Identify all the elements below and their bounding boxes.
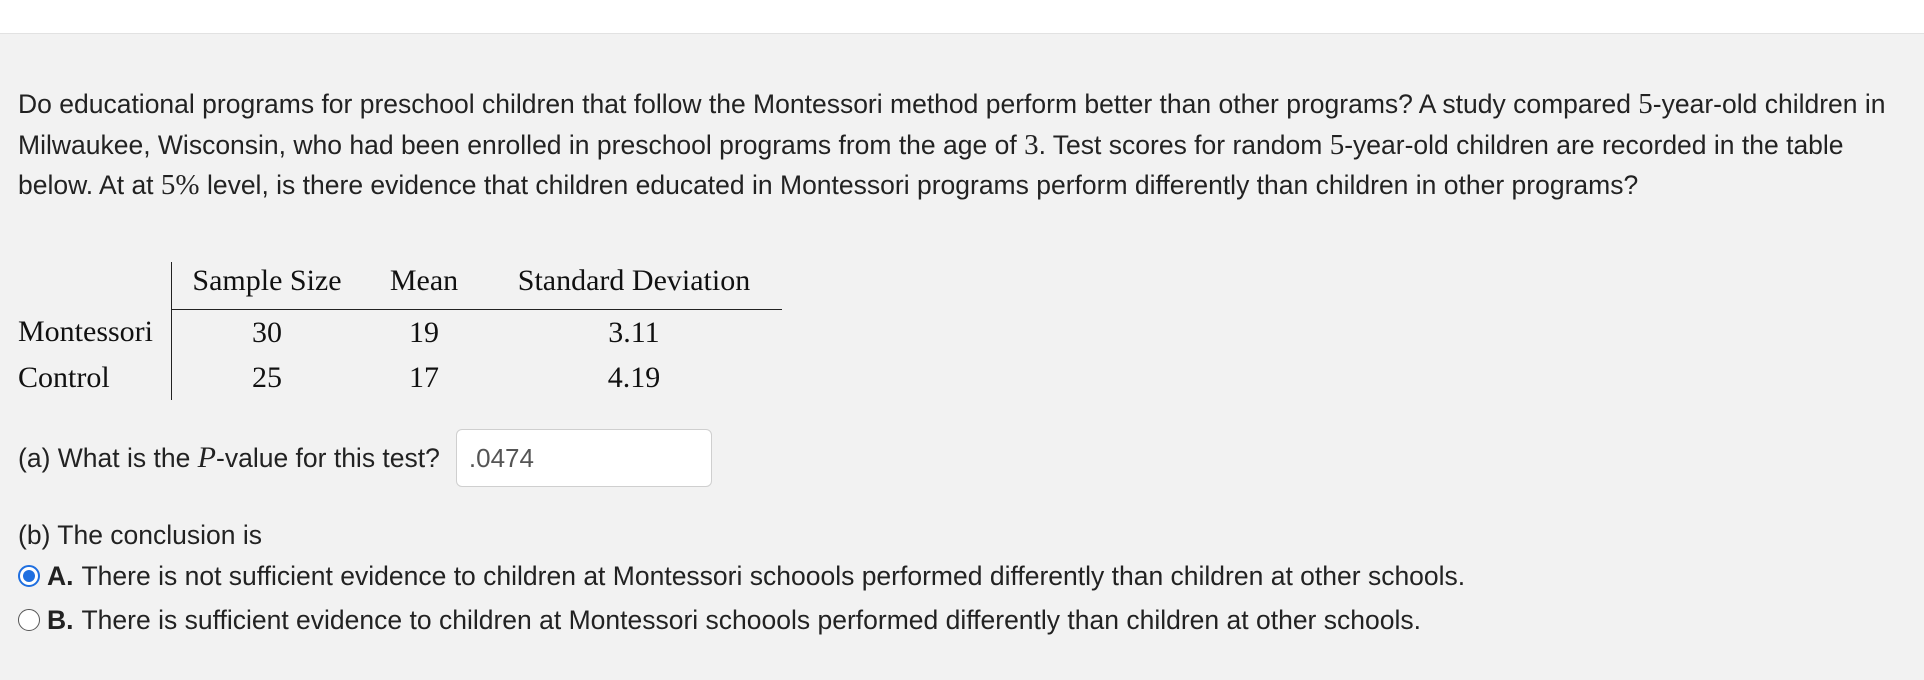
header-mean: Mean <box>362 262 486 310</box>
row-label-control: Control <box>18 355 172 400</box>
part-b-label: (b) The conclusion is <box>18 520 263 550</box>
question-text-3: . Test scores for random <box>1038 129 1330 160</box>
data-table <box>18 262 782 400</box>
cell-mean: 17 <box>409 360 439 394</box>
cell-mean: 19 <box>409 315 439 349</box>
part-a-suffix: -value for this test? <box>216 443 440 473</box>
cell-sample-size: 30 <box>252 315 282 349</box>
option-a[interactable] <box>18 558 1465 594</box>
radio-b[interactable] <box>18 609 40 631</box>
option-b[interactable] <box>18 602 1421 638</box>
question-text-5: level, is there evidence that children educated in Montessori programs perform differently than children in other programs? <box>199 170 1639 200</box>
option-a-text: There is not sufficient evidence to children at Montessori schoools performed differently than children at other schools. <box>81 561 1466 591</box>
question-text-2: -year-old children in Milwaukee, Wisconsin, who had been enrolled in preschool programs from the age of <box>18 89 1886 160</box>
table-corner-cell <box>18 262 172 310</box>
row-label-montessori: Montessori <box>18 310 172 356</box>
question-text-4: -year-old children are recorded in the table below. At at <box>18 129 1844 200</box>
part-a-label <box>18 441 440 475</box>
header-standard-deviation: Standard Deviation <box>486 262 782 310</box>
cell-standard-deviation: 3.11 <box>608 315 660 349</box>
math-enroll-age: 3 <box>1024 128 1039 161</box>
math-p: P <box>197 441 216 474</box>
option-a-letter: A. <box>47 561 74 591</box>
math-age-2: 5 <box>1329 128 1345 161</box>
radio-a-selected[interactable] <box>18 565 40 587</box>
table-row <box>18 355 782 400</box>
cell-standard-deviation: 4.19 <box>607 360 661 394</box>
option-b-letter: B. <box>47 605 74 635</box>
header-sample-size: Sample Size <box>172 262 363 310</box>
table-header-row <box>18 262 782 310</box>
p-value-input[interactable]: .0474 <box>456 429 712 487</box>
table-row <box>18 310 782 356</box>
math-age: 5 <box>1638 88 1653 120</box>
question-text <box>18 84 1908 206</box>
option-b-text: There is sufficient evidence to children at Montessori schoools performed differently than children at other schools. <box>81 605 1421 635</box>
part-a-prefix: (a) What is the <box>18 443 198 473</box>
question-text-1: Do educational programs for preschool children that follow the Montessori method perform better than other programs? A study compared <box>18 89 1639 119</box>
part-a <box>18 428 712 488</box>
cell-sample-size: 25 <box>252 360 282 394</box>
math-significance-level: 5% <box>160 169 200 201</box>
